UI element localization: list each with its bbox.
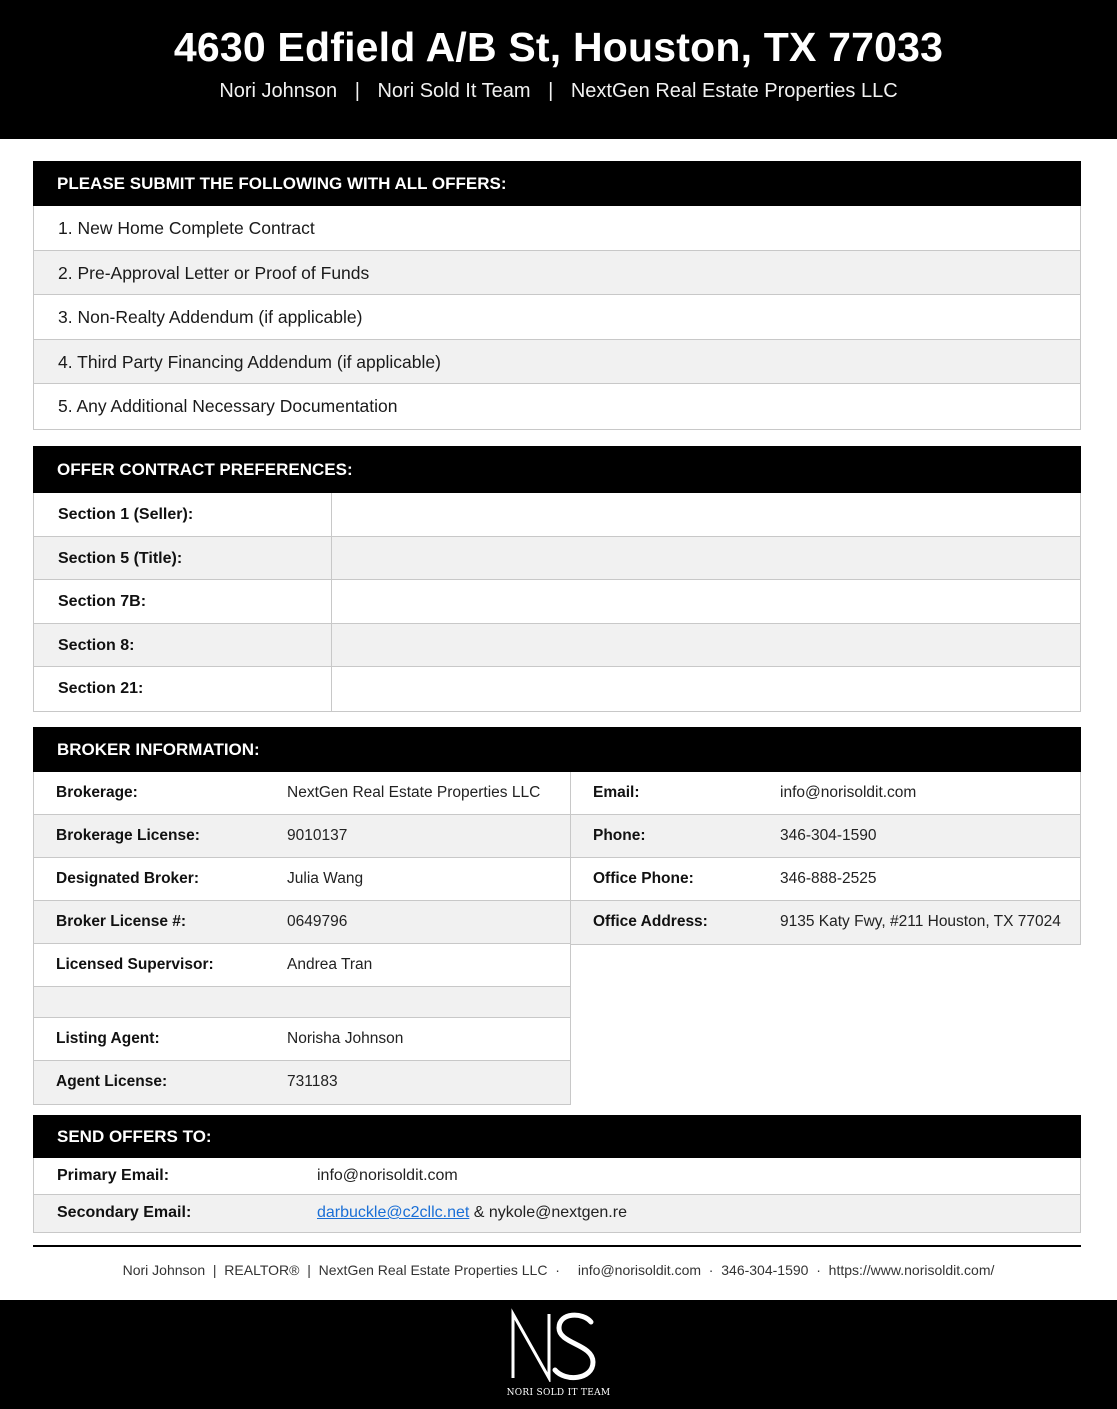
ns-logo-icon bbox=[503, 1308, 603, 1382]
section-heading: BROKER INFORMATION: bbox=[33, 727, 1081, 772]
company-name: NextGen Real Estate Properties LLC bbox=[570, 80, 898, 102]
page-subtitle bbox=[0, 80, 1117, 103]
contract-preferences-section bbox=[33, 446, 1081, 712]
list-item: 2. Pre-Approval Letter or Proof of Funds bbox=[34, 251, 1080, 296]
primary-email: info@norisoldit.com bbox=[317, 1167, 458, 1184]
row-value: NextGen Real Estate Properties LLC bbox=[287, 784, 541, 801]
row-label: Listing Agent: bbox=[56, 1030, 160, 1047]
row-label: Primary Email: bbox=[57, 1167, 170, 1184]
separator: | bbox=[354, 80, 360, 102]
list-item: 4. Third Party Financing Addendum (if applicable) bbox=[34, 340, 1080, 385]
footer-contact bbox=[0, 1262, 1117, 1278]
footer-divider bbox=[33, 1245, 1081, 1247]
row-label: Office Phone: bbox=[593, 870, 694, 887]
row-label: Secondary Email: bbox=[57, 1204, 192, 1221]
preferences-table bbox=[33, 493, 1081, 712]
table-row bbox=[571, 901, 1080, 944]
table-row bbox=[571, 815, 1080, 858]
required-documents-list bbox=[33, 206, 1081, 430]
agent-name: Nori Johnson bbox=[219, 80, 338, 102]
row-value[interactable] bbox=[332, 537, 1080, 580]
table-row bbox=[34, 815, 570, 858]
table-row bbox=[34, 667, 1080, 711]
row-value: 9010137 bbox=[287, 827, 348, 844]
footer-agent-info: Nori Johnson | REALTOR® | NextGen Real Estate Properties LLC · bbox=[122, 1262, 560, 1278]
page-title: 4630 Edfield A/B St, Houston, TX 77033 bbox=[173, 24, 944, 70]
team-name: Nori Sold It Team bbox=[377, 80, 531, 102]
row-label: Broker License #: bbox=[56, 913, 187, 930]
table-row bbox=[571, 858, 1080, 901]
table-row bbox=[34, 537, 1080, 581]
broker-left-column bbox=[33, 772, 571, 1105]
row-label: Section 5 (Title): bbox=[34, 537, 332, 580]
row-label: Agent License: bbox=[56, 1073, 168, 1090]
row-label: Section 8: bbox=[34, 624, 332, 667]
row-value[interactable] bbox=[332, 667, 1080, 711]
empty-row bbox=[34, 987, 570, 1018]
secondary-email bbox=[317, 1195, 627, 1232]
send-offers-section bbox=[33, 1115, 1081, 1233]
list-item: 1. New Home Complete Contract bbox=[34, 206, 1080, 251]
broker-information-section bbox=[33, 727, 1081, 772]
row-value[interactable] bbox=[332, 493, 1080, 536]
table-row bbox=[34, 772, 570, 815]
broker-information-table bbox=[33, 772, 1081, 1102]
table-row bbox=[34, 580, 1080, 624]
row-label: Designated Broker: bbox=[56, 870, 199, 887]
table-row bbox=[34, 1061, 570, 1104]
table-row bbox=[34, 858, 570, 901]
logo-caption: NORI SOLD IT TEAM bbox=[506, 1388, 611, 1398]
table-row bbox=[34, 1158, 1080, 1195]
secondary-email-extra: & nykole@nextgen.re bbox=[469, 1204, 627, 1221]
table-row bbox=[571, 772, 1080, 815]
row-value: 346-304-1590 bbox=[780, 827, 877, 844]
table-row bbox=[34, 1195, 1080, 1232]
section-heading: OFFER CONTRACT PREFERENCES: bbox=[33, 446, 1081, 493]
table-row bbox=[34, 1018, 570, 1061]
row-value[interactable] bbox=[332, 580, 1080, 623]
list-item: 5. Any Additional Necessary Documentation bbox=[58, 396, 398, 416]
row-label: Licensed Supervisor: bbox=[56, 956, 214, 973]
row-label: Section 7B: bbox=[34, 580, 332, 623]
table-row bbox=[34, 944, 570, 987]
row-value: 346-888-2525 bbox=[780, 870, 877, 887]
section-heading: SEND OFFERS TO: bbox=[33, 1115, 1081, 1158]
table-row bbox=[34, 624, 1080, 668]
separator: | bbox=[548, 80, 554, 102]
row-label: Section 1 (Seller): bbox=[34, 493, 332, 536]
row-label: Office Address: bbox=[593, 913, 708, 930]
row-label: Brokerage License: bbox=[56, 827, 200, 844]
row-value: Norisha Johnson bbox=[287, 1030, 404, 1047]
send-offers-table bbox=[33, 1158, 1081, 1233]
footer-bar bbox=[0, 1300, 1117, 1409]
section-heading: PLEASE SUBMIT THE FOLLOWING WITH ALL OFFERS: bbox=[33, 161, 1081, 206]
secondary-email-link[interactable]: darbuckle@c2cllc.net bbox=[317, 1204, 470, 1221]
list-item: 3. Non-Realty Addendum (if applicable) bbox=[34, 295, 1080, 340]
row-label: Email: bbox=[593, 784, 640, 801]
row-value: 731183 bbox=[287, 1073, 338, 1090]
row-label: Brokerage: bbox=[56, 784, 138, 801]
row-label: Section 21: bbox=[34, 667, 332, 711]
broker-right-column bbox=[570, 772, 1081, 945]
row-value: info@norisoldit.com bbox=[780, 784, 917, 801]
row-value: 9135 Katy Fwy, #211 Houston, TX 77024 bbox=[780, 913, 1061, 930]
row-label: Phone: bbox=[593, 827, 646, 844]
footer-contact-info: info@norisoldit.com · 346-304-1590 · https://www.norisoldit.com/ bbox=[577, 1262, 995, 1278]
page-header bbox=[0, 0, 1117, 139]
table-row bbox=[34, 901, 570, 944]
table-row bbox=[34, 493, 1080, 537]
required-documents-section bbox=[33, 161, 1081, 430]
row-value: Julia Wang bbox=[287, 870, 364, 887]
row-value[interactable] bbox=[332, 624, 1080, 667]
row-value: 0649796 bbox=[287, 913, 348, 930]
row-value: Andrea Tran bbox=[287, 956, 373, 973]
